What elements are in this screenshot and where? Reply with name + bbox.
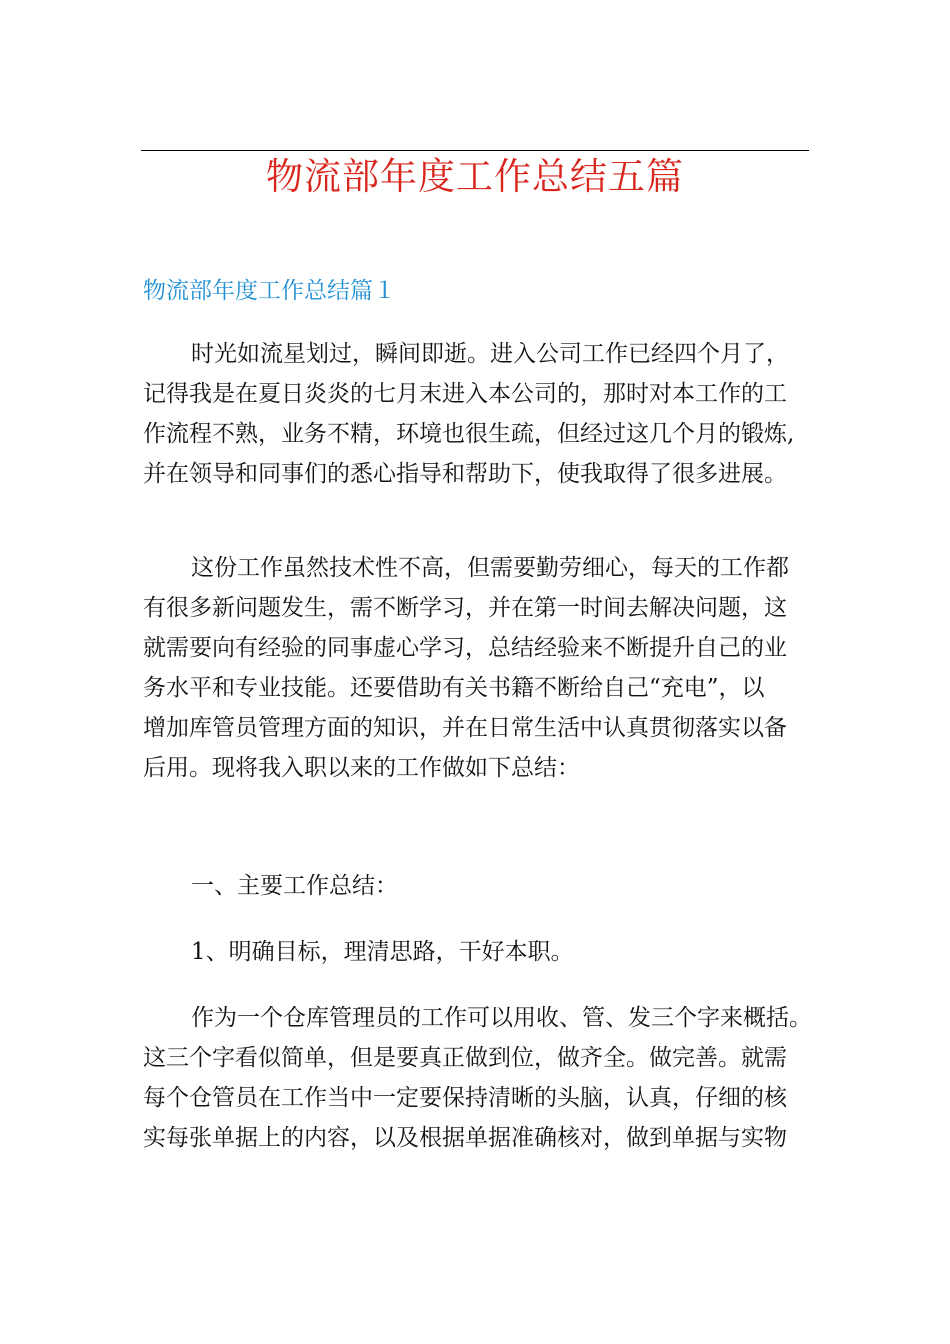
- paragraph-line: 后用。现将我入职以来的工作做如下总结：: [143, 755, 580, 781]
- paragraph-line: 这份工作虽然技术性不高，但需要勤劳细心，每天的工作都: [191, 555, 789, 581]
- paragraph-line: 就需要向有经验的同事虚心学习，总结经验来不断提升自己的业: [143, 635, 787, 661]
- paragraph-line: 作流程不熟，业务不精，环境也很生疏，但经过这几个月的锻炼,: [143, 421, 795, 447]
- paragraph-line: 作为一个仓库管理员的工作可以用收、管、发三个字来概括。: [191, 1005, 812, 1031]
- subheading-line: 一、主要工作总结：: [191, 873, 398, 899]
- paragraph-line: 记得我是在夏日炎炎的七月末进入本公司的，那时对本工作的工: [143, 381, 787, 407]
- paragraph-3: [143, 866, 398, 906]
- paragraph-line: 务水平和专业技能。还要借助有关书籍不断给自己“充电”，以: [143, 675, 765, 701]
- paragraph-1: [143, 334, 794, 494]
- document-title: 物流部年度工作总结五篇: [266, 155, 684, 198]
- paragraph-line: 这三个字看似简单，但是要真正做到位，做齐全。做完善。就需: [143, 1045, 787, 1071]
- paragraph-4: [143, 932, 574, 972]
- paragraph-line: 实每张单据上的内容，以及根据单据准确核对，做到单据与实物: [143, 1125, 787, 1151]
- paragraph-line: 并在领导和同事们的悉心指导和帮助下，使我取得了很多进展。: [143, 461, 787, 487]
- paragraph-line: 每个仓管员在工作当中一定要保持清晰的头脑，认真，仔细的核: [143, 1085, 787, 1111]
- title-rule: [141, 150, 809, 151]
- subheading-line: 1、明确目标，理清思路，干好本职。: [191, 939, 574, 965]
- section-heading: 物流部年度工作总结篇１: [143, 278, 396, 304]
- paragraph-line: 有很多新问题发生，需不断学习，并在第一时间去解决问题，这: [143, 595, 787, 621]
- paragraph-line: 增加库管员管理方面的知识，并在日常生活中认真贯彻落实以备: [143, 715, 787, 741]
- paragraph-2: [143, 548, 789, 788]
- paragraph-5: [143, 998, 812, 1158]
- paragraph-line: 时光如流星划过，瞬间即逝。进入公司工作已经四个月了，: [191, 341, 789, 367]
